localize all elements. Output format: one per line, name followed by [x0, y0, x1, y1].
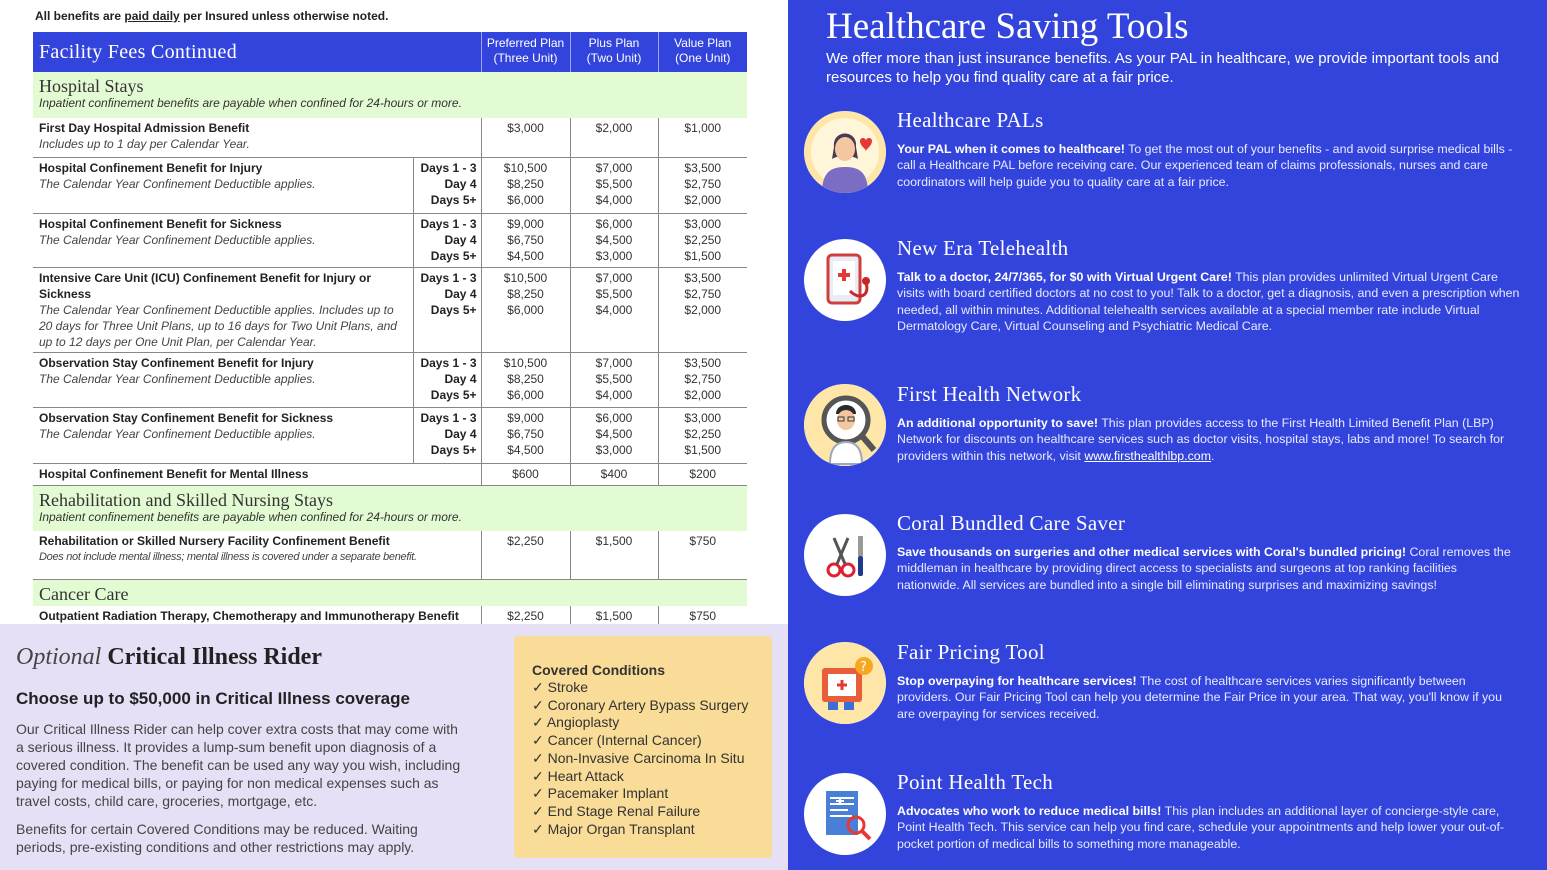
- days-cell: [413, 407, 481, 463]
- tool-body-text: This plan provides access to the First Health Limited Benefit Plan (LBP) Network for discounts on healthcare services such as doctor visits, hospital stays, labs and more! To search for providers within this network, visit: [897, 416, 1505, 463]
- benefit-row: [33, 352, 747, 407]
- days-label: Days 1 - 3: [420, 216, 477, 231]
- tool-name: Coral Bundled Care Saver: [897, 511, 1126, 535]
- value-plan-value: $750: [658, 531, 747, 579]
- benefit-name: First Day Hospital Admission Benefit: [39, 121, 250, 135]
- covered-conditions-box: [514, 636, 772, 858]
- benefit-name: Rehabilitation or Skilled Nursery Facility Confinement Benefit: [39, 534, 390, 548]
- value-plan-value: $3,000 $2,250 $1,500: [658, 407, 747, 463]
- benefit-cell: [33, 407, 413, 463]
- benefit-name: Outpatient Radiation Therapy, Chemotherapy and Immunotherapy Benefit: [39, 608, 459, 623]
- section-header-row: [33, 485, 747, 531]
- benefit-name: Intensive Care Unit (ICU) Confinement Benefit for Injury or Sickness: [39, 270, 372, 301]
- tool-description: [897, 544, 1522, 593]
- benefit-description: The Calendar Year Confinement Deductible applies.: [39, 232, 316, 247]
- plus-plan-value: $2,000: [570, 118, 658, 157]
- section-title: Rehabilitation and Skilled Nursing Stays: [39, 489, 333, 510]
- benefit-cell: [33, 213, 413, 267]
- facility-fees-table: [33, 32, 747, 645]
- plus-plan-value: $6,000 $4,500 $3,000: [570, 407, 658, 463]
- tool-lead: Advocates who work to reduce medical bills!: [897, 804, 1162, 818]
- section-header: [33, 485, 747, 531]
- healthcare-pal-icon: [804, 111, 886, 193]
- days-label: Days 1 - 3: [420, 355, 477, 370]
- table-title: Facility Fees Continued: [33, 32, 481, 72]
- days-label: Day 4: [444, 426, 477, 441]
- benefit-cell: [33, 267, 413, 352]
- tool-lead: Save thousands on surgeries and other medical services with Coral's bundled pricing!: [897, 545, 1407, 559]
- value-plan-value: $3,500 $2,750 $2,000: [658, 352, 747, 407]
- covered-condition-item: ✓ End Stage Renal Failure: [532, 802, 701, 819]
- tool-name: Point Health Tech: [897, 770, 1054, 794]
- telehealth-tablet-icon: [804, 239, 886, 321]
- benefit-name: Hospital Confinement Benefit for Injury: [39, 160, 263, 175]
- medical-document-icon: [804, 773, 886, 855]
- benefit-row: [33, 118, 747, 157]
- plus-plan-value: $6,000 $4,500 $3,000: [570, 213, 658, 267]
- section-header-row: [33, 579, 747, 606]
- days-cell: [413, 352, 481, 407]
- tool-name: Healthcare PALs: [897, 108, 1044, 132]
- rider-subtitle: Choose up to $50,000 in Critical Illness coverage: [16, 689, 410, 708]
- section-subtitle: Inpatient confinement benefits are payable when confined for 24-hours or more.: [39, 96, 462, 110]
- benefit-description: The Calendar Year Confinement Deductible applies.: [39, 371, 316, 386]
- days-label: Days 5+: [430, 302, 477, 317]
- plus-plan-value: $7,000 $5,500 $4,000: [570, 352, 658, 407]
- tool-lead: Stop overpaying for healthcare services!: [897, 674, 1137, 688]
- section-header-row: [33, 72, 747, 118]
- section-title: Cancer Care: [39, 583, 129, 604]
- days-cell: [413, 213, 481, 267]
- provider-search-link[interactable]: www.firsthealthlbp.com: [1084, 448, 1212, 463]
- tool-body-tail: .: [1211, 448, 1215, 463]
- days-label: Days 5+: [430, 192, 477, 207]
- preferred-plan-value: $10,500 $8,250 $6,000: [481, 267, 570, 352]
- benefit-row: [33, 531, 747, 579]
- tool-name: Fair Pricing Tool: [897, 640, 1045, 664]
- section-subtitle: Inpatient confinement benefits are payable when confined for 24-hours or more.: [39, 509, 462, 524]
- section-header: [33, 72, 747, 118]
- tool-body-text: The cost of healthcare services varies significantly between providers. Our Fair Pricing Tool can help you determine the Fair Price in your area. That way, you'll know if you are overpaying for services received.: [897, 674, 1502, 721]
- section-title: Hospital Stays: [39, 76, 144, 96]
- tool-lead: Your PAL when it comes to healthcare!: [897, 142, 1125, 156]
- plan-header-plus: Plus Plan (Two Unit): [570, 32, 658, 72]
- plus-plan-value: $7,000 $5,500 $4,000: [570, 157, 658, 213]
- benefit-row: [33, 157, 747, 213]
- benefit-name: Observation Stay Confinement Benefit for Injury: [39, 355, 314, 370]
- tool-body-text: Coral removes the middleman in healthcare by providing direct access to specialists and surgeons at top ranking facilities nationwide. All services are bundled into a single bill eliminating surprises and maximizing savings!: [897, 545, 1511, 592]
- preferred-plan-value: $10,500 $8,250 $6,000: [481, 157, 570, 213]
- covered-condition-item: ✓ Pacemaker Implant: [532, 785, 669, 802]
- benefit-row: [33, 213, 747, 267]
- benefit-description: The Calendar Year Confinement Deductible applies. Includes up to 20 days for Three Unit Plans, up to 16 days for Two Unit Plans, and up to 12 days per One Unit Plan, per Calendar Year.: [39, 302, 397, 349]
- saving-tools-page: [788, 0, 1547, 870]
- plus-plan-value: $1,500: [570, 606, 658, 645]
- preferred-plan-value: $3,000: [481, 118, 570, 157]
- value-plan-value: $200: [658, 463, 747, 485]
- tool-description: [897, 803, 1522, 852]
- plus-plan-value: $1,500: [570, 531, 658, 579]
- plan-header-preferred: Preferred Plan (Three Unit): [481, 32, 570, 72]
- tool-description: [897, 141, 1522, 190]
- days-label: Days 1 - 3: [420, 160, 477, 175]
- covered-condition-item: ✓ Non-Invasive Carcinoma In Situ: [532, 749, 745, 766]
- days-label: Days 5+: [430, 248, 477, 263]
- benefit-description: The Calendar Year Confinement Deductible applies.: [39, 176, 316, 191]
- covered-condition-item: ✓ Stroke: [532, 679, 589, 695]
- days-label: Day 4: [444, 232, 477, 247]
- doctor-magnifier-icon: [804, 384, 886, 466]
- value-plan-value: $3,000 $2,250 $1,500: [658, 213, 747, 267]
- days-cell: [413, 267, 481, 352]
- covered-condition-item: ✓ Coronary Artery Bypass Surgery: [532, 696, 749, 713]
- fair-pricing-icon: [804, 642, 886, 724]
- days-label: Days 1 - 3: [420, 410, 477, 425]
- tool-lead: Talk to a doctor, 24/7/365, for $0 with Virtual Urgent Care!: [897, 270, 1232, 284]
- covered-condition-item: ✓ Major Organ Transplant: [532, 820, 695, 837]
- covered-conditions-list: [532, 679, 772, 838]
- benefit-row: [33, 407, 747, 463]
- benefit-cell: [33, 352, 413, 407]
- plus-plan-value: $7,000 $5,500 $4,000: [570, 267, 658, 352]
- tool-description: [897, 673, 1522, 722]
- tool-body-text: To get the most out of your benefits - and avoid surprise medical bills - call a Healthcare PAL before receiving care. Our experienced team of claims professionals, nurses and care coordinators will help guide you to quality care at a fair price.: [897, 142, 1513, 189]
- days-label: Days 5+: [430, 442, 477, 457]
- tool-body-text: This plan provides unlimited Virtual Urgent Care visits with board certified doctors at no cost to you! Talk to a doctor, get a diagnosis, and even a prescription when needed, all within minutes. Additional telehealth services available at a special member rate include Virtual Dermatology Care, Virtual Counseling and Psychiatric Medical Care.: [897, 270, 1520, 333]
- svg-text:?: ?: [860, 660, 867, 675]
- tool-lead: An additional opportunity to save!: [897, 416, 1099, 430]
- paid-daily-note: All benefits are paid daily per Insured unless otherwise noted.: [35, 9, 389, 23]
- tool-description: [897, 415, 1522, 464]
- days-label: Day 4: [444, 176, 477, 191]
- preferred-plan-value: $9,000 $6,750 $4,500: [481, 407, 570, 463]
- value-plan-value: $3,500 $2,750 $2,000: [658, 267, 747, 352]
- days-label: Day 4: [444, 286, 477, 301]
- days-label: Day 4: [444, 371, 477, 386]
- benefit-cell: [33, 118, 481, 157]
- benefit-name: Hospital Confinement Benefit for Sickness: [39, 216, 282, 231]
- critical-illness-rider: [0, 624, 788, 870]
- preferred-plan-value: $2,250: [481, 606, 570, 645]
- value-plan-value: $1,000: [658, 118, 747, 157]
- benefit-row: [33, 267, 747, 352]
- section-header: [33, 579, 747, 606]
- benefit-row: [33, 463, 747, 485]
- rider-disclaimer: Benefits for certain Covered Conditions may be reduced. Waiting periods, pre-existing conditions and other restrictions may apply.: [16, 821, 418, 855]
- benefit-description: Includes up to 1 day per Calendar Year.: [39, 137, 250, 151]
- days-cell: [413, 157, 481, 213]
- value-plan-value: $750: [658, 606, 747, 645]
- surgical-tools-icon: [804, 514, 886, 596]
- days-label: Days 1 - 3: [420, 270, 477, 285]
- tool-name: New Era Telehealth: [897, 236, 1069, 260]
- benefit-name: Hospital Confinement Benefit for Mental Illness: [39, 466, 309, 481]
- value-plan-value: $3,500 $2,750 $2,000: [658, 157, 747, 213]
- benefit-name: Observation Stay Confinement Benefit for Sickness: [39, 410, 334, 425]
- benefit-description: Does not include mental illness; mental illness is covered under a separate benefit.: [39, 551, 417, 563]
- preferred-plan-value: $600: [481, 463, 570, 485]
- preferred-plan-value: $10,500 $8,250 $6,000: [481, 352, 570, 407]
- rider-title: Optional Critical Illness Rider: [16, 644, 322, 670]
- days-label: Days 5+: [430, 387, 477, 402]
- rider-description: Our Critical Illness Rider can help cover extra costs that may come with a serious illness. It provides a lump-sum benefit upon diagnosis of a covered condition. The benefit can be used any way you wish, including paying for medical bills, or paying for non medical expenses such as travel costs, child care, groceries, mortgage, etc.: [16, 721, 461, 809]
- benefit-cell: [33, 463, 481, 485]
- preferred-plan-value: $9,000 $6,750 $4,500: [481, 213, 570, 267]
- saving-tools-title: Healthcare Saving Tools: [826, 6, 1189, 47]
- benefit-description: The Calendar Year Confinement Deductible applies.: [39, 426, 316, 441]
- covered-condition-item: ✓ Cancer (Internal Cancer): [532, 732, 702, 749]
- covered-conditions-title: Covered Conditions: [532, 662, 666, 678]
- preferred-plan-value: $2,250: [481, 531, 570, 579]
- benefit-cell: [33, 157, 413, 213]
- tool-body-text: This plan includes an additional layer of concierge-style care, Point Health Tech. This service can help you find care, schedule your appointments and help lower your out-of-pocket portion of medical bills to something more manageable.: [897, 804, 1505, 851]
- saving-tools-intro: We offer more than just insurance benefits. As your PAL in healthcare, we provide important tools and resources to help you find quality care at a fair price.: [826, 50, 1500, 86]
- plus-plan-value: $400: [570, 463, 658, 485]
- covered-condition-item: ✓ Angioplasty: [532, 714, 620, 731]
- covered-condition-item: ✓ Heart Attack: [532, 767, 624, 784]
- tool-description: [897, 269, 1522, 334]
- tool-name: First Health Network: [897, 382, 1082, 406]
- benefit-cell: [33, 531, 481, 579]
- plan-header-value: Value Plan (One Unit): [658, 32, 747, 72]
